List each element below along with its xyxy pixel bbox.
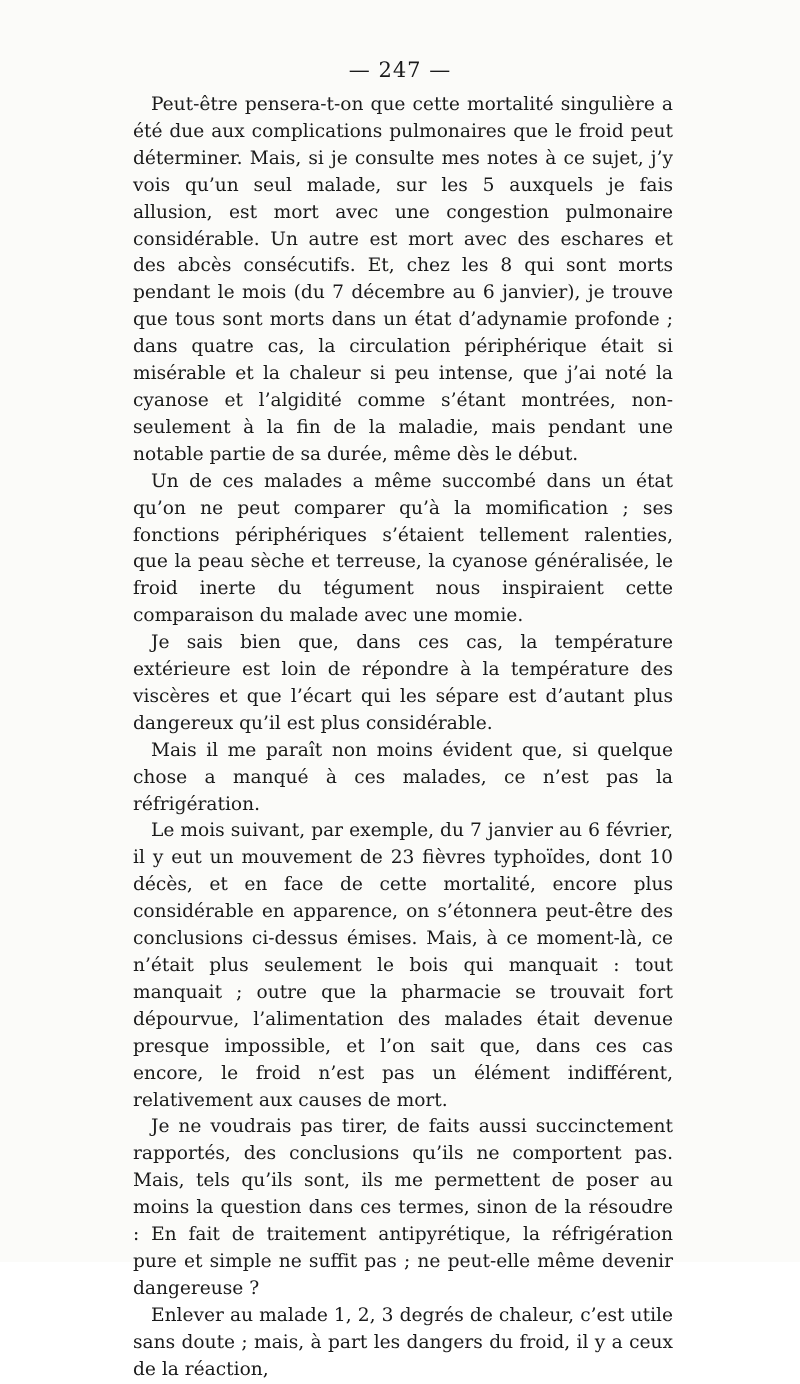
paragraph: Enlever au malade 1, 2, 3 degrés de chaleur, c’est utile sans doute ; mais, à part les dangers du froid, il y a ceux de la réaction,: [133, 1304, 673, 1380]
paragraph: Le mois suivant, par exemple, du 7 janvier au 6 février, il y eut un mouvement de 23 fièvres typhoïdes, dont 10 décès, et en face de cette mortalité, encore plus considérable en apparence, on s’étonnera peut-être des conclusions ci-dessus émises. Mais, à ce moment-là, ce n’était plus seulement le bois qui manquait : tout manquait ; outre que la pharmacie se trouvait fort dépourvue, l’alimentation des malades était devenue presque impossible, et l’on sait que, dans ces cas encore, le froid n’est pas un élément indifférent, relativement aux causes de mort.: [133, 820, 673, 1111]
paragraph: Peut-être pensera-t-on que cette mortalité singulière a été due aux complications pulmonaires que le froid peut déterminer. Mais, si je consulte mes notes à ce sujet, j’y vois qu’un seul malade, sur les 5 auxquels je fais allusion, est mort avec une congestion pulmonaire considérable. Un autre est mort avec des eschares et des abcès consécutifs. Et, chez les 8 qui sont morts pendant le mois (du 7 décembre au 6 janvier), je trouve que tous sont morts dans un état d’adynamie profonde ; dans quatre cas, la circulation périphérique était si misérable et la chaleur si peu intense, que j’ai noté la cyanose et l’algidité comme s’étant montrées, non-seulement à la fin de la maladie, mais pendant une notable partie de sa durée, même dès le début.: [133, 94, 673, 465]
body-text: [133, 92, 673, 1384]
paragraph: Un de ces malades a même succombé dans un état qu’on ne peut comparer qu’à la momification ; ses fonctions périphériques s’étaient tellement ralenties, que la peau sèche et terreuse, la cyanose généralisée, le froid inerte du tégument nous inspiraient cette comparaison du malade avec une momie.: [133, 470, 673, 627]
paragraph: Je ne voudrais pas tirer, de faits aussi succinctement rapportés, des conclusions qu’ils ne comportent pas. Mais, tels qu’ils sont, ils me permettent de poser au moins la question dans ces termes, sinon de la résoudre : En fait de traitement antipyrétique, la réfrigération pure et simple ne suffit pas ; ne peut-elle même devenir dangereuse ?: [133, 1116, 673, 1299]
paragraph: Je sais bien que, dans ces cas, la température extérieure est loin de répondre à la température des viscères et que l’écart qui les sépare est d’autant plus dangereux qu’il est plus considérable.: [133, 632, 673, 734]
page-number: — 247 —: [348, 58, 452, 82]
paragraph: Mais il me paraît non moins évident que, si quelque chose a manqué à ces malades, ce n’est pas la réfrigération.: [133, 739, 673, 815]
